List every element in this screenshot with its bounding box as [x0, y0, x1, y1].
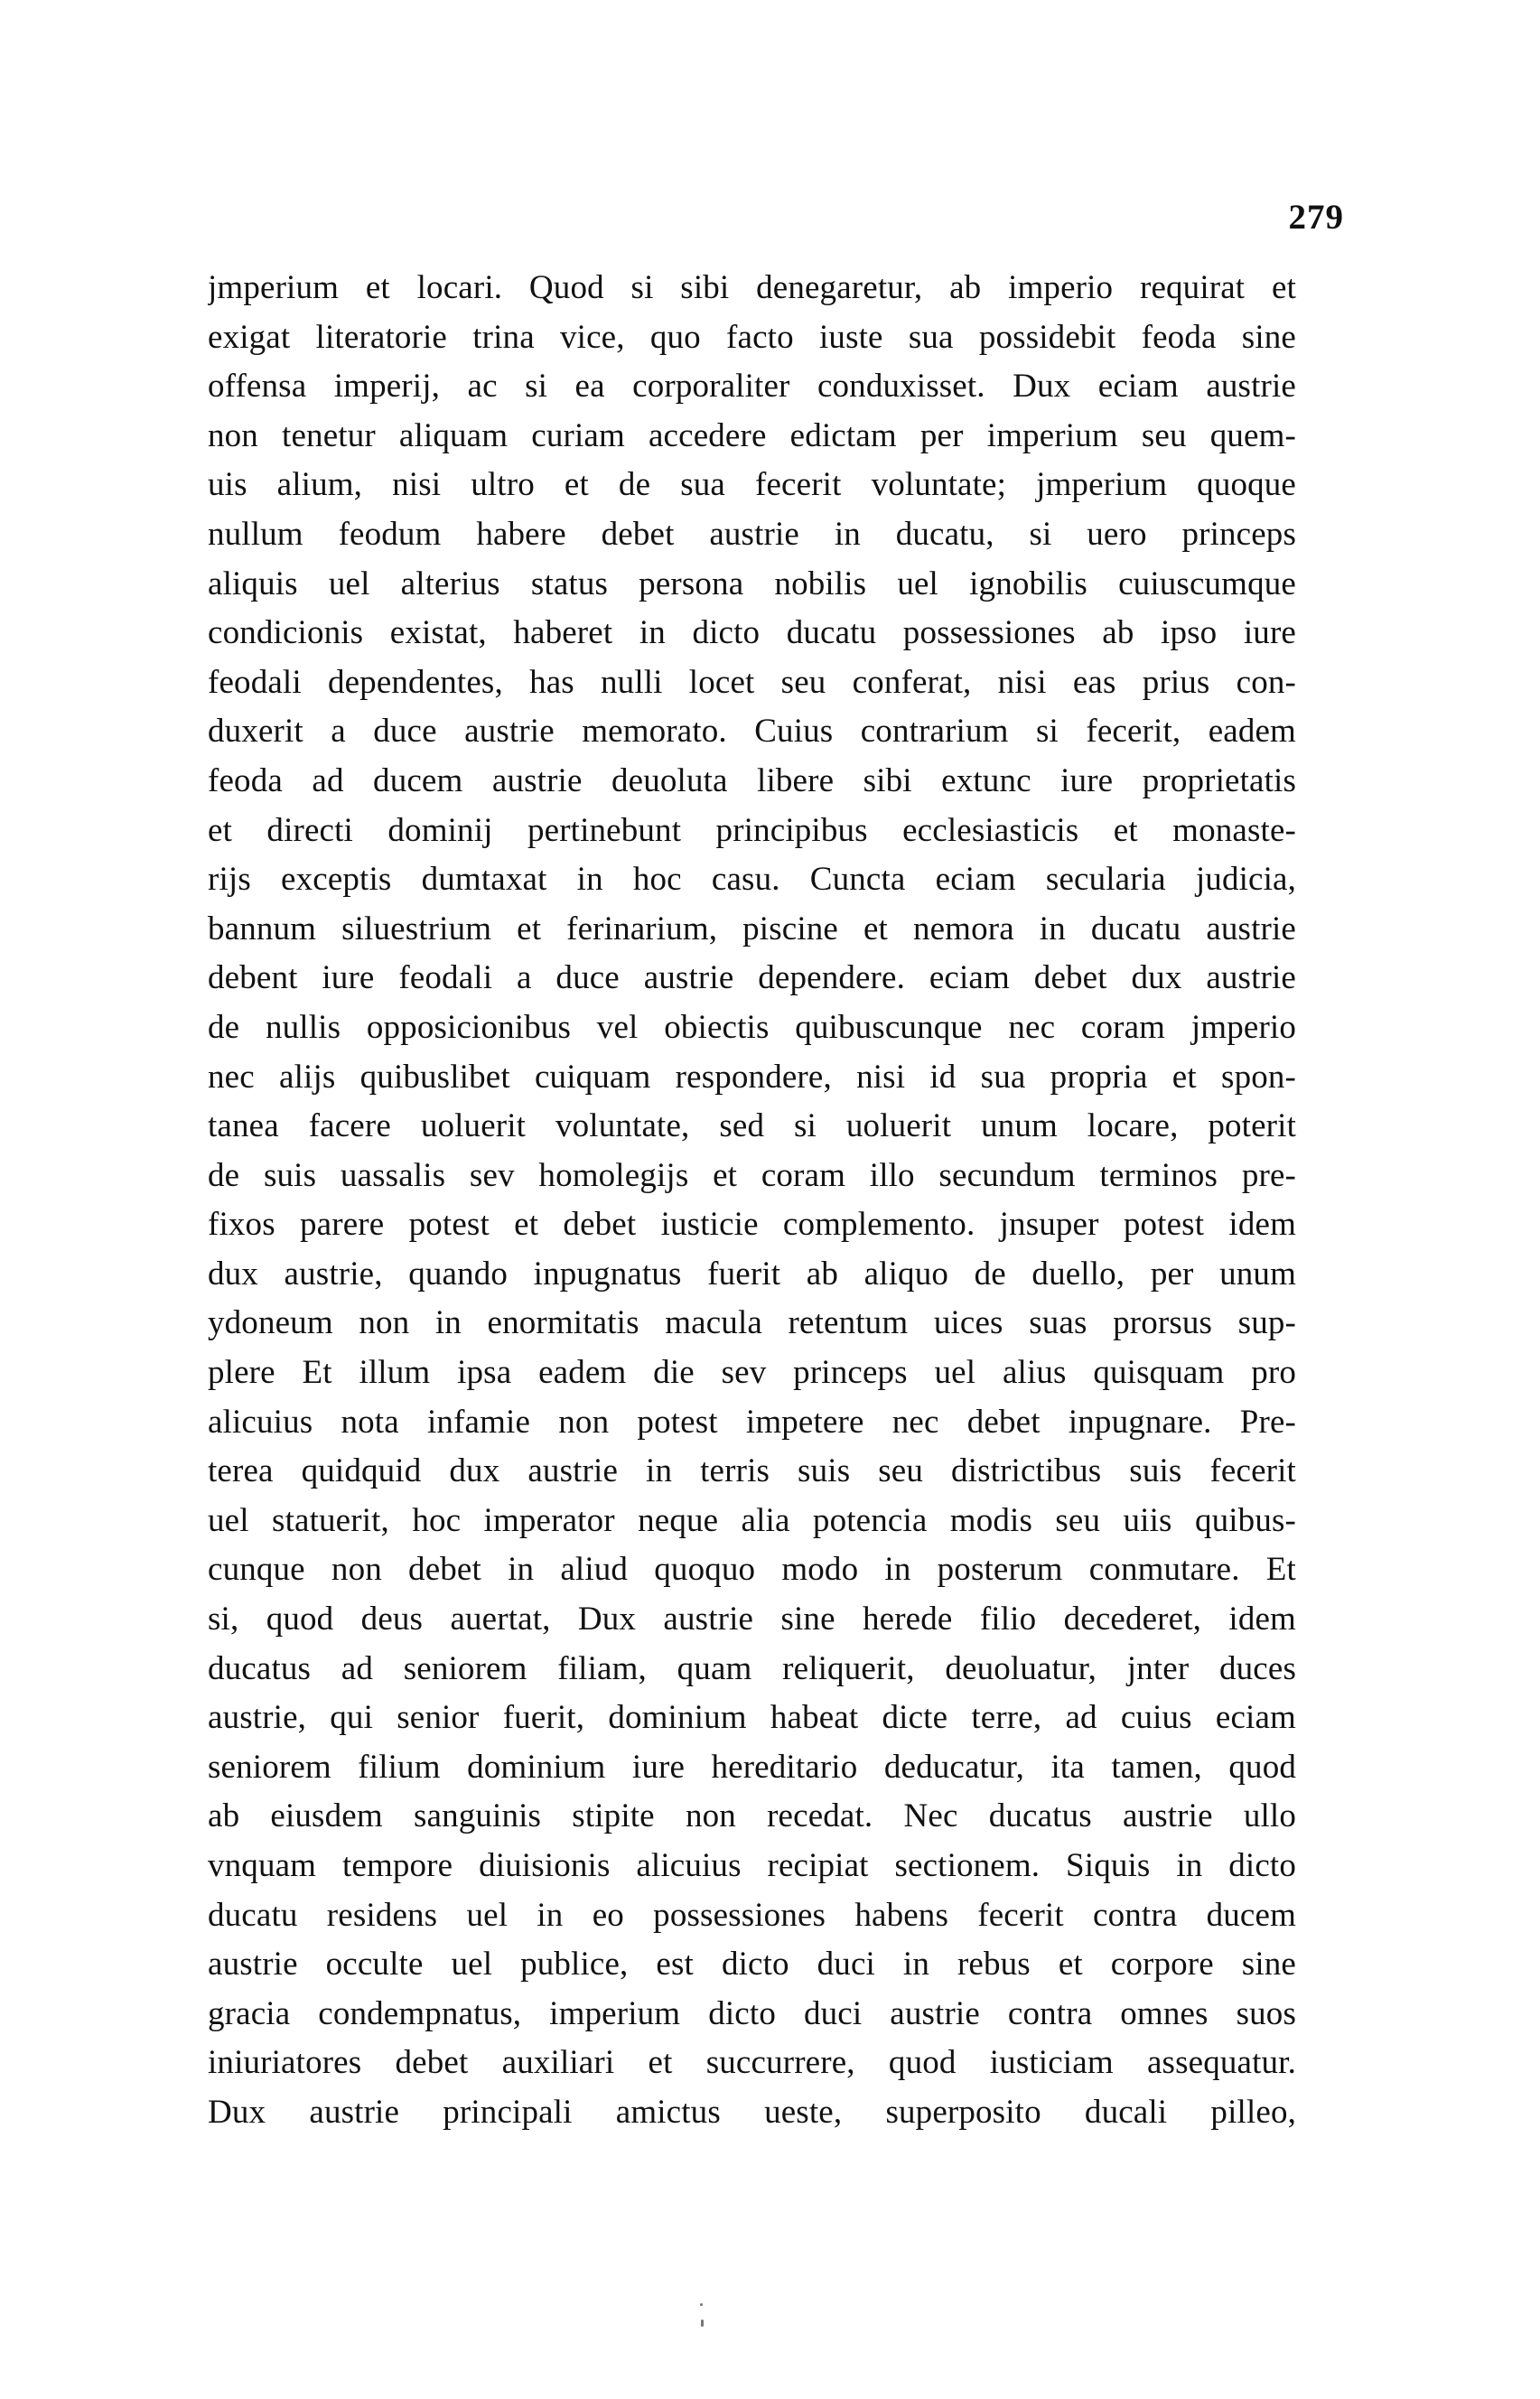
text-line: ab eiusdem sanguinis stipite non recedat. Nec ducatus austrie ullo — [208, 1797, 1296, 1835]
text-line: rijs exceptis dumtaxat in hoc casu. Cuncta eciam secularia judicia, — [208, 861, 1296, 899]
text-line: nullum feodum habere debet austrie in ducatu, si uero princeps — [208, 515, 1296, 553]
text-line: uis alium, nisi ultro et de sua fecerit voluntate; jmperium quoque — [208, 466, 1296, 504]
text-line: condicionis existat, haberet in dicto ducatu possessiones ab ipso iure — [208, 614, 1296, 652]
text-line: de nullis opposicionibus vel obiectis quibuscunque nec coram jmperio — [208, 1008, 1296, 1046]
text-line: ducatus ad seniorem filiam, quam reliquerit, deuoluatur, jnter duces — [208, 1649, 1296, 1687]
text-line: tanea facere uoluerit voluntate, sed si uoluerit unum locare, poterit — [208, 1107, 1296, 1145]
text-line: plere Et illum ipsa eadem die sev princeps uel alius quisquam pro — [208, 1354, 1296, 1392]
scan-specks — [699, 2303, 705, 2330]
text-line: cunque non debet in aliud quoquo modo in posterum conmutare. Et — [208, 1551, 1296, 1589]
text-line: feodali dependentes, has nulli locet seu conferat, nisi eas prius con- — [208, 663, 1296, 701]
text-line: si, quod deus auertat, Dux austrie sine herede filio decederet, idem — [208, 1601, 1296, 1638]
text-line: exigat literatorie trina vice, quo facto iuste sua possidebit feoda sine — [208, 318, 1296, 356]
text-line: gracia condempnatus, imperium dicto duci austrie contra omnes suos — [208, 1994, 1296, 2032]
text-line: Dux austrie principali amictus ueste, superposito ducali pilleo, — [208, 2093, 1296, 2131]
text-line: de suis uassalis sev homolegijs et coram illo secundum terminos pre- — [208, 1156, 1296, 1194]
text-line: jmperium et locari. Quod si sibi denegaretur, ab imperio requirat et — [208, 269, 1296, 306]
text-line: duxerit a duce austrie memorato. Cuius contrarium si fecerit, eadem — [208, 713, 1296, 751]
text-line: feoda ad ducem austrie deuoluta libere sibi extunc iure proprietatis — [208, 761, 1296, 799]
text-line: ydoneum non in enormitatis macula retentum uices suas prorsus sup- — [208, 1304, 1296, 1342]
text-line: vnquam tempore diuisionis alicuius recipiat sectionem. Siquis in dicto — [208, 1847, 1296, 1884]
text-line: austrie occulte uel publice, est dicto duci in rebus et corpore sine — [208, 1946, 1296, 1984]
text-line: bannum siluestrium et ferinarium, piscine et nemora in ducatu austrie — [208, 910, 1296, 947]
body-text — [208, 264, 1296, 2138]
text-line: aliquis uel alterius status persona nobilis uel ignobilis cuiuscumque — [208, 565, 1296, 602]
text-line: non tenetur aliquam curiam accedere edictam per imperium seu quem- — [208, 416, 1296, 454]
page-number: 279 — [1288, 198, 1344, 237]
text-line: debent iure feodali a duce austrie dependere. eciam debet dux austrie — [208, 959, 1296, 997]
text-line: seniorem filium dominium iure hereditario deducatur, ita tamen, quod — [208, 1748, 1296, 1786]
text-line: ducatu residens uel in eo possessiones habens fecerit contra ducem — [208, 1896, 1296, 1934]
text-line: dux austrie, quando inpugnatus fuerit ab aliquo de duello, per unum — [208, 1255, 1296, 1293]
text-line: fixos parere potest et debet iusticie complemento. jnsuper potest idem — [208, 1206, 1296, 1244]
text-line: nec alijs quibuslibet cuiquam respondere, nisi id sua propria et spon- — [208, 1058, 1296, 1096]
text-line: terea quidquid dux austrie in terris suis seu districtibus suis fecerit — [208, 1452, 1296, 1490]
text-line: uel statuerit, hoc imperator neque alia potencia modis seu uiis quibus- — [208, 1501, 1296, 1539]
text-line: et directi dominij pertinebunt principibus ecclesiasticis et monaste- — [208, 811, 1296, 849]
text-line: offensa imperij, ac si ea corporaliter conduxisset. Dux eciam austrie — [208, 368, 1296, 406]
text-line: austrie, qui senior fuerit, dominium habeat dicte terre, ad cuius eciam — [208, 1699, 1296, 1737]
text-line: alicuius nota infamie non potest impetere nec debet inpugnare. Pre- — [208, 1403, 1296, 1441]
text-line: iniuriatores debet auxiliari et succurrere, quod iusticiam assequatur. — [208, 2044, 1296, 2082]
